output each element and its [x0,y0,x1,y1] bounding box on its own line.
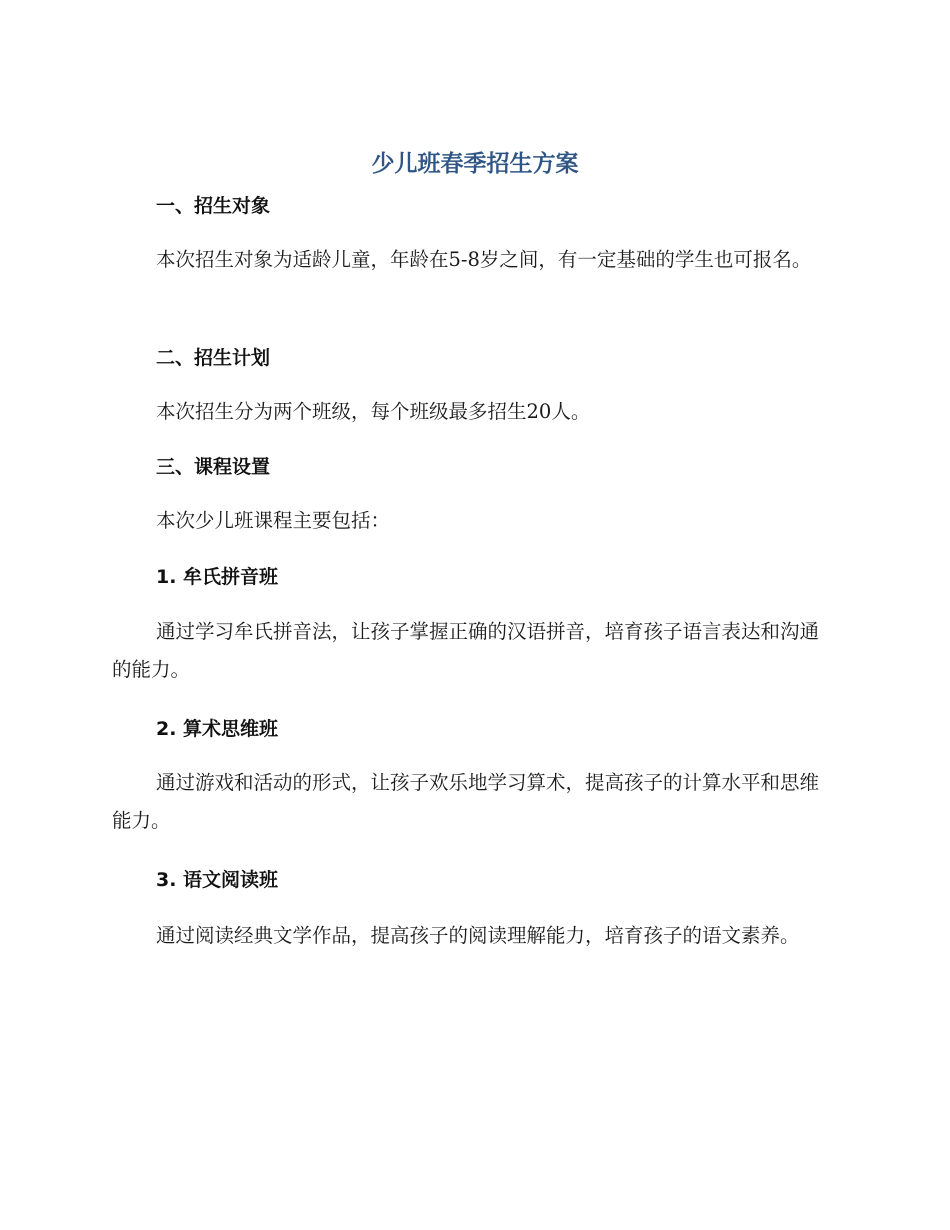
section-body-course-setup: 本次少儿班课程主要包括： [156,509,391,532]
course-heading-pinyin: 1. 牟氏拼音班 [156,566,279,588]
course-body-arithmetic: 通过游戏和活动的形式，让孩子欢乐地学习算术，提高孩子的计算水平和思维能力。 [112,771,820,832]
course-heading-reading: 3. 语文阅读班 [156,869,279,891]
section-heading-enrollment-target: 一、招生对象 [156,195,271,217]
course-body-reading: 通过阅读经典文学作品，提高孩子的阅读理解能力，培育孩子的语文素养。 [156,924,800,947]
section-body-enrollment-plan: 本次招生分为两个班级，每个班级最多招生20人。 [156,400,591,423]
section-heading-course-setup: 三、课程设置 [156,456,271,478]
course-body-pinyin: 通过学习牟氏拼音法，让孩子掌握正确的汉语拼音，培育孩子语言表达和沟通的能力。 [112,620,820,681]
course-heading-arithmetic: 2. 算术思维班 [156,718,279,740]
section-heading-enrollment-plan: 二、招生计划 [156,347,271,369]
document-title: 少儿班春季招生方案 [371,151,579,177]
section-body-enrollment-target: 本次招生对象为适龄儿童，年龄在5-8岁之间，有一定基础的学生也可报名。 [156,248,812,271]
